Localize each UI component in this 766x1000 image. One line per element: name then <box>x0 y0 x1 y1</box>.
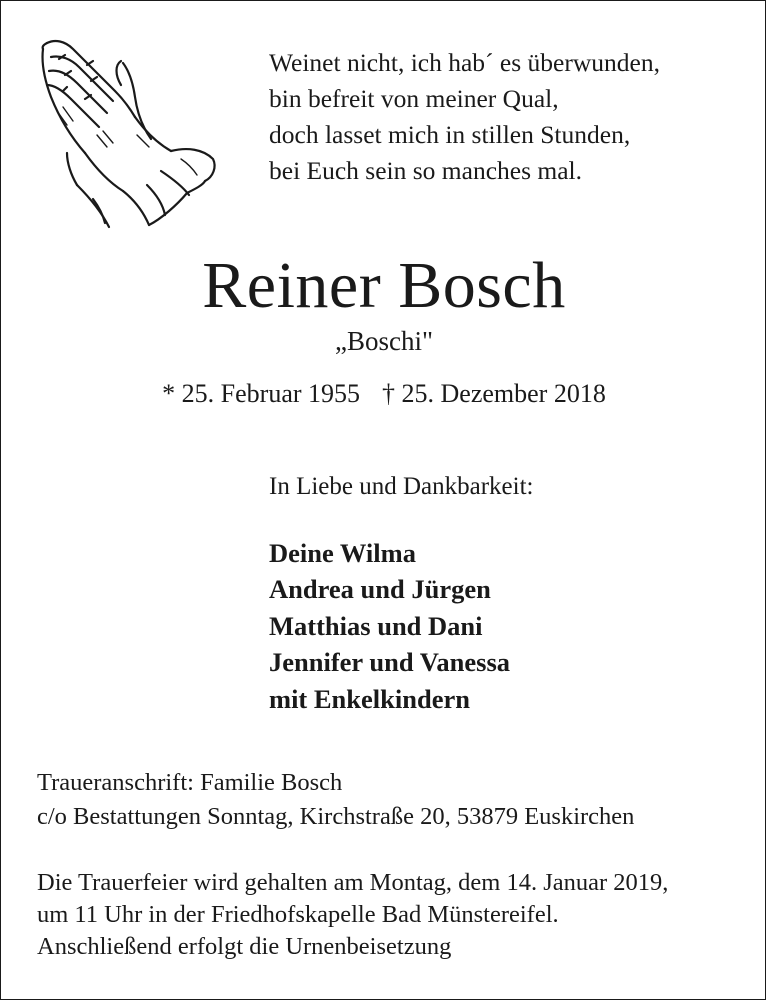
ceremony-line: Anschließend erfolgt die Urnenbeisetzung <box>37 933 452 960</box>
mourner-name: Matthias und Dani <box>269 610 483 641</box>
deceased-nickname: „Boschi" <box>334 326 433 356</box>
poem <box>269 45 749 189</box>
poem-line: bei Euch sein so manches mal. <box>269 156 582 185</box>
mourner-name: mit Enkelkindern <box>269 683 471 714</box>
poem-line: doch lasset mich in stillen Stunden, <box>269 120 631 149</box>
death-date: † 25. Dezember 2018 <box>382 379 606 408</box>
life-dates <box>1 374 766 414</box>
mourner-name: Deine Wilma <box>269 538 416 568</box>
ceremony-info <box>37 867 668 963</box>
praying-hands-icon <box>37 35 219 231</box>
mourners-list <box>269 535 510 717</box>
poem-line: Weinet nicht, ich hab´ es überwunden, <box>269 48 660 77</box>
mourning-address <box>37 766 634 834</box>
deceased-name: Reiner Bosch <box>202 249 566 322</box>
address-line: c/o Bestattungen Sonntag, Kirchstraße 20, 53879 Euskirchen <box>37 803 635 830</box>
mourner-name: Jennifer und Vanessa <box>269 647 511 678</box>
ceremony-line: Die Trauerfeier wird gehalten am Montag, dem 14. Januar 2019, <box>37 869 669 896</box>
poem-line: bin befreit von meiner Qual, <box>269 84 559 113</box>
birth-date: * 25. Februar 1955 <box>162 379 361 408</box>
ceremony-line: um 11 Uhr in der Friedhofskapelle Bad Münstereifel. <box>37 901 559 928</box>
address-line: Traueranschrift: Familie Bosch <box>37 769 343 796</box>
mourner-name: Andrea und Jürgen <box>269 574 491 605</box>
mourners-intro: In Liebe und Dankbarkeit: <box>269 473 534 500</box>
